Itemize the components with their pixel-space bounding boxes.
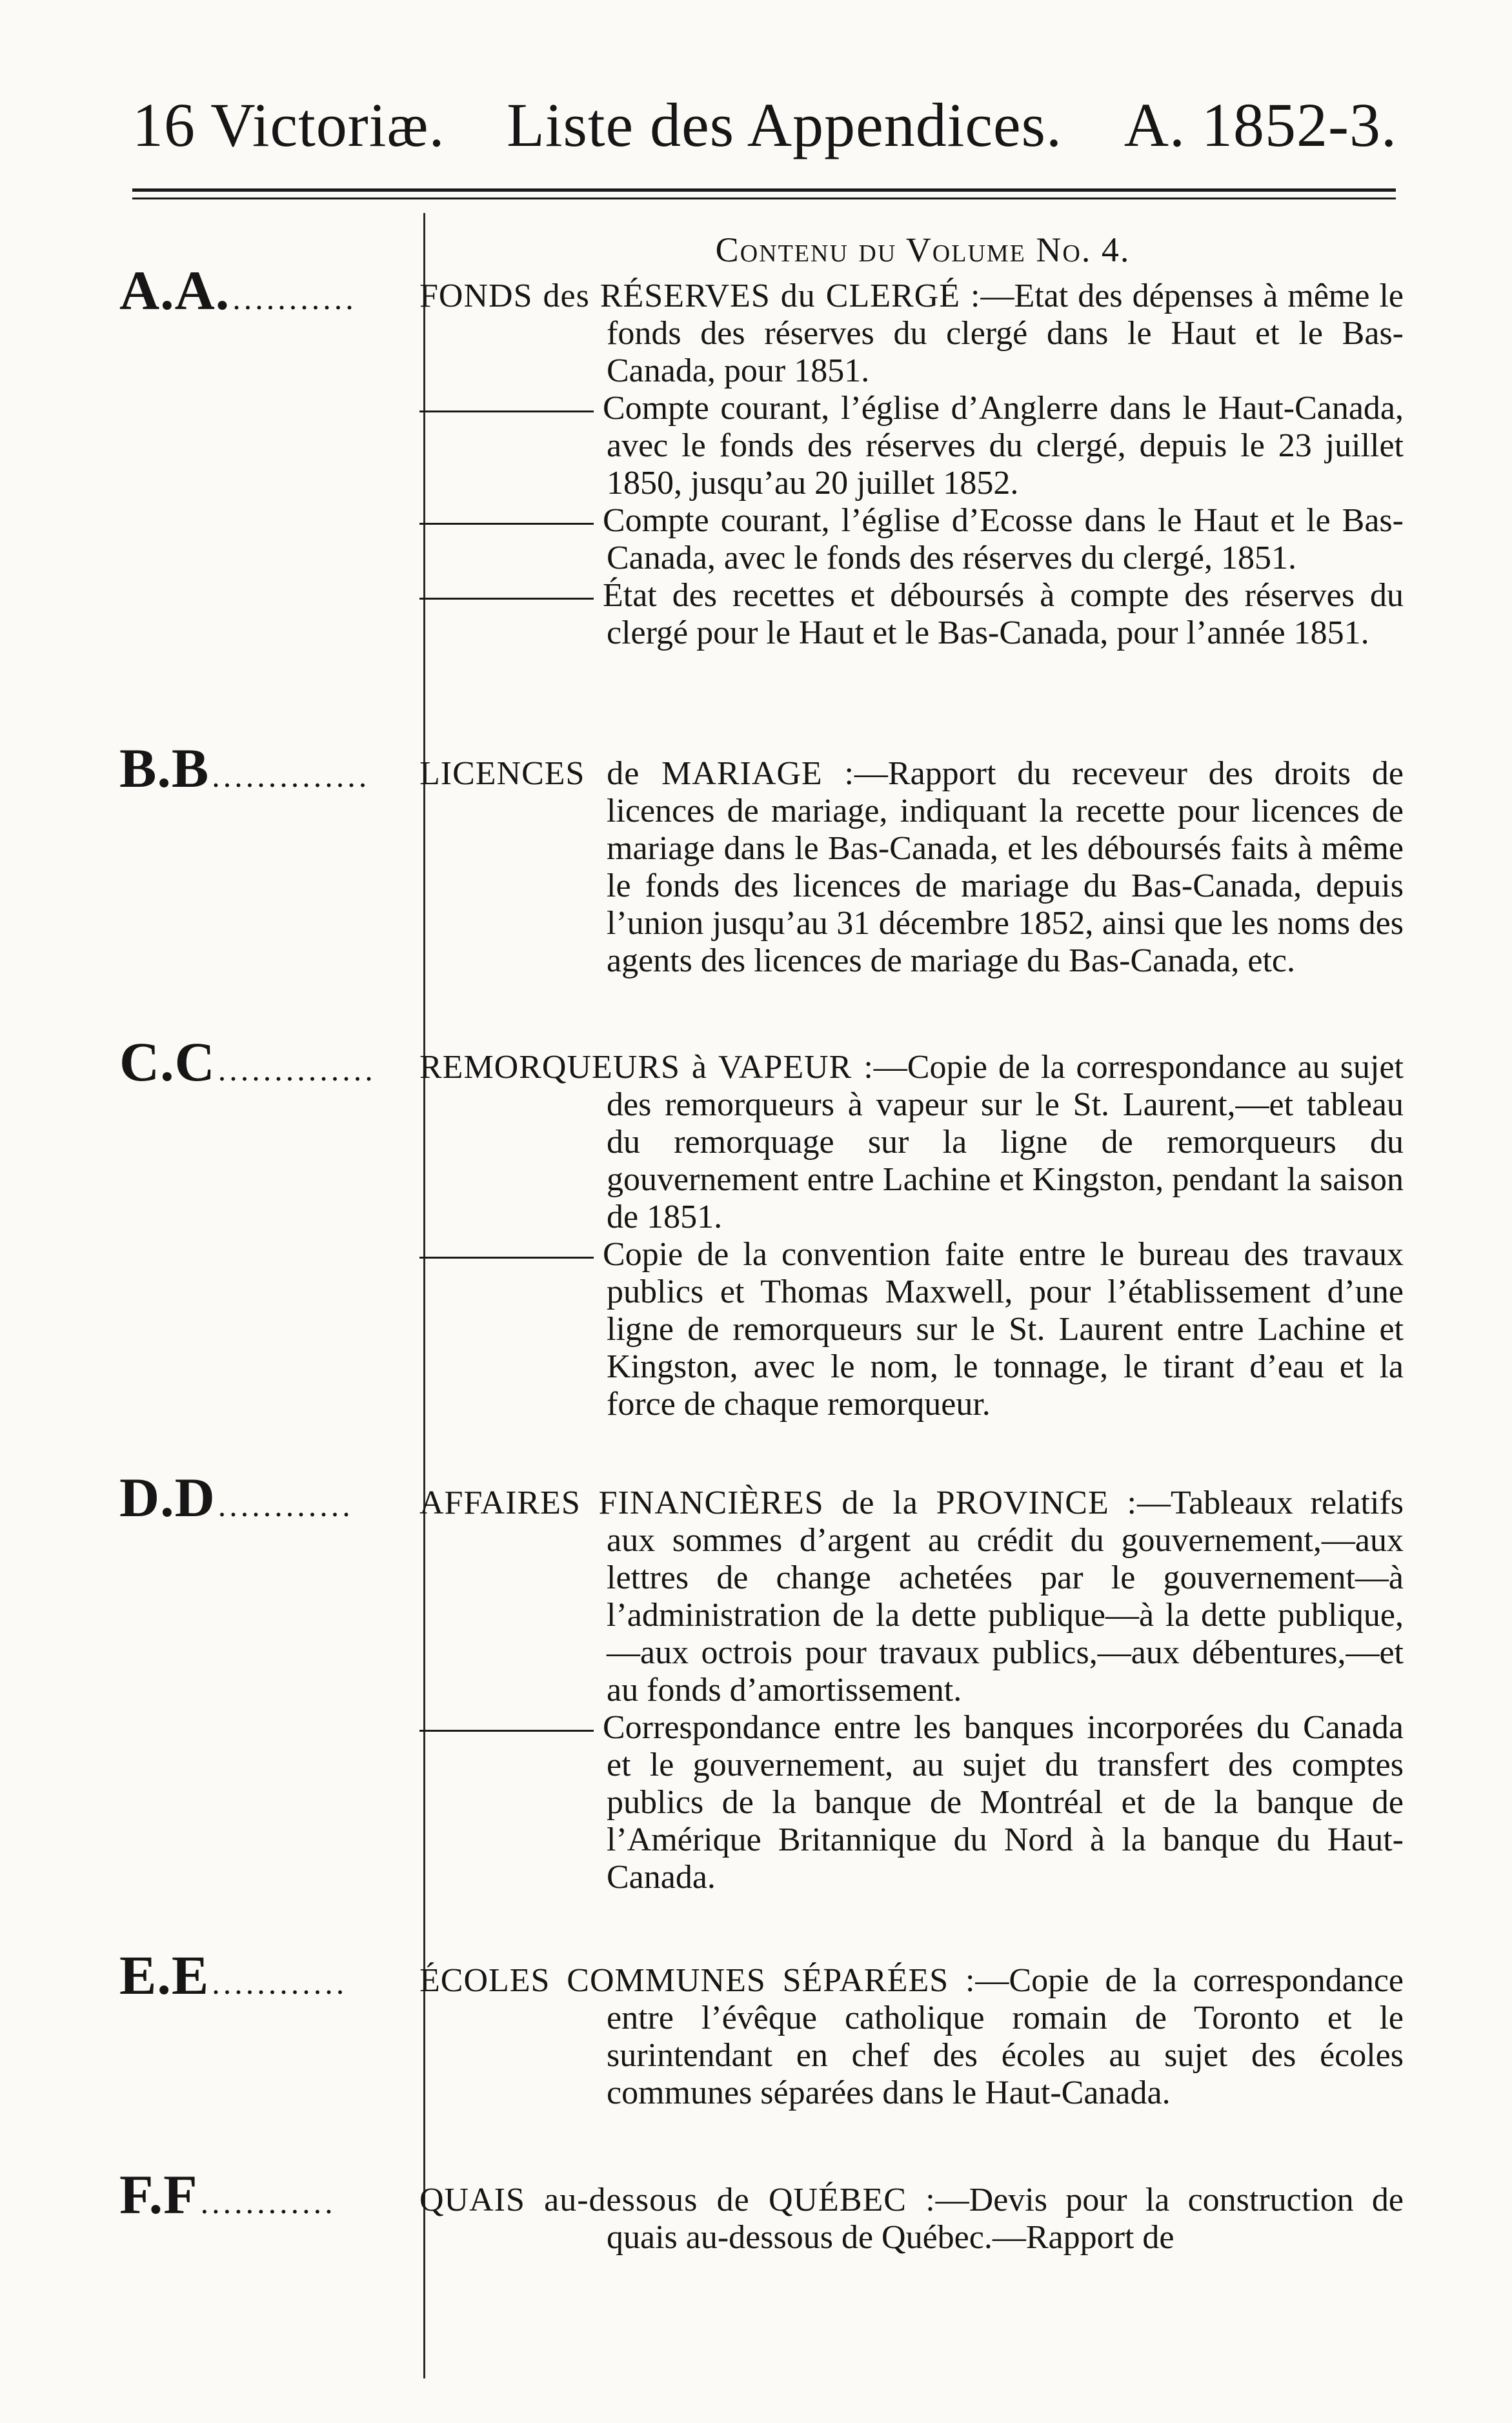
dash-rule [419, 523, 594, 525]
entry-label [119, 2162, 423, 2214]
entry-text: —Etat des dépenses à même le fonds des réserves du clergé dans le Haut et le Bas-Canada, pour 1851. [607, 278, 1404, 389]
entry-body [419, 1049, 1404, 1423]
page-header [132, 89, 1397, 160]
entry-paragraph [419, 2182, 1404, 2256]
appendix-code: A.A. [119, 259, 230, 310]
leader-dots: ........... [232, 280, 357, 310]
dash-rule [419, 1730, 594, 1732]
appendix-code: B.B [119, 737, 210, 787]
entry-heading: ÉCOLES COMMUNES SÉPARÉES : [419, 1962, 976, 1999]
entry-subparagraph [419, 577, 1404, 652]
appendix-code: E.E [119, 1944, 210, 1994]
entry-body [419, 1485, 1404, 1896]
entry-text: —Tableaux relatifs aux sommes d’argent au crédit du gouvernement,—aux lettres de change achetées par le gouvernement—à l’administration de la dette publique—à la dette publique,—aux octrois pour travaux publics,—aux débentures,—et au fonds d’amortissement. [607, 1485, 1404, 1708]
entry-subtext: Correspondance entre les banques incorporées du Canada et le gouvernement, au sujet du transfert des comptes publics de la banque de Montréal et de la banque de l’Amérique Britannique du Nord à la banque du Haut-Canada. [603, 1709, 1404, 1896]
entry-body [419, 278, 1404, 652]
entry-label [119, 736, 423, 787]
header-rule-thick [132, 188, 1396, 192]
entry-label [119, 1029, 423, 1081]
entry-heading: QUAIS au-dessous de QUÉBEC : [419, 2182, 936, 2218]
entry-subparagraph [419, 390, 1404, 502]
leader-dots: ............ [200, 2184, 336, 2214]
entry-body [419, 1962, 1404, 2112]
volume-title: Contenu du Volume No. 4. [715, 230, 1131, 269]
header-year: A. 1852-3. [1124, 90, 1397, 159]
header-title: Liste des Appendices. [507, 90, 1062, 159]
entry-label [119, 1943, 423, 1994]
appendix-code: D.D [119, 1466, 216, 1517]
entry-subparagraph [419, 1236, 1404, 1423]
entry-paragraph [419, 278, 1404, 390]
entry-heading: AFFAIRES FINANCIÈRES de la PROVINCE : [419, 1485, 1137, 1521]
entry-paragraph [419, 1962, 1404, 2112]
appendix-code: F.F [119, 2164, 198, 2214]
entry-text: —Copie de la correspondance entre l’évêque catholique romain de Toronto et le surintendant en chef des écoles au sujet des écoles communes séparées dans le Haut-Canada. [607, 1962, 1404, 2111]
dash-rule [419, 1257, 594, 1259]
entry-label [119, 258, 423, 310]
entry-body [419, 755, 1404, 980]
entry-text: —Rapport du receveur des droits de licences de mariage, indiquant la recette pour licences de mariage dans le Bas-Canada, et les déboursés faits à même le fonds des licences de mariage du Bas-Canada, depuis l’union jusqu’au 31 décembre 1852, ainsi que les noms des agents des licences de mariage du Bas-Canada, etc. [607, 755, 1404, 979]
entry-label [119, 1465, 423, 1517]
entry-text: —Devis pour la construction de quais au-dessous de Québec.—Rapport de [607, 2182, 1404, 2256]
entry-body [419, 2182, 1404, 2256]
entry-heading: LICENCES de MARIAGE : [419, 755, 854, 792]
leader-dots: .............. [212, 758, 370, 787]
leader-dots: .............. [217, 1051, 376, 1081]
entry-subtext: État des recettes et déboursés à compte des réserves du clergé pour le Haut et le Bas-Canada, pour l’année 1851. [603, 577, 1404, 651]
leader-dots: ............ [212, 1965, 348, 1994]
entry-text: —Copie de la correspondance au sujet des remorqueurs à vapeur sur le St. Laurent,—et tableau du remorquage sur la ligne de remorqueurs du gouvernement entre Lachine et Kingston, pendant la saison de 1851. [607, 1049, 1404, 1235]
entry-subparagraph [419, 1709, 1404, 1896]
header-rule-thin [132, 198, 1396, 199]
entry-heading: FONDS des RÉSERVES du CLERGÉ : [419, 278, 981, 314]
leader-dots: ............ [217, 1487, 354, 1517]
entry-subparagraph [419, 502, 1404, 577]
entry-paragraph [419, 755, 1404, 980]
dash-rule [419, 598, 594, 600]
dash-rule [419, 411, 594, 412]
entry-subtext: Copie de la convention faite entre le bureau des travaux publics et Thomas Maxwell, pour l’établissement d’une ligne de remorqueurs sur le St. Laurent entre Lachine et Kingston, avec le nom, le tonnage, le tirant d’eau et la force de chaque remorqueur. [603, 1236, 1404, 1423]
entry-subtext: Compte courant, l’église d’Ecosse dans le Haut et le Bas-Canada, avec le fonds des réserves du clergé, 1851. [603, 502, 1404, 576]
appendix-code: C.C [119, 1031, 216, 1081]
entry-subtext: Compte courant, l’église d’Anglerre dans le Haut-Canada, avec le fonds des réserves du clergé, depuis le 23 juillet 1850, jusqu’au 20 juillet 1852. [603, 390, 1404, 502]
entry-paragraph [419, 1485, 1404, 1709]
entry-paragraph [419, 1049, 1404, 1236]
header-session: 16 Victoriæ. [132, 90, 445, 159]
entry-heading: REMORQUEURS à VAPEUR : [419, 1049, 874, 1086]
